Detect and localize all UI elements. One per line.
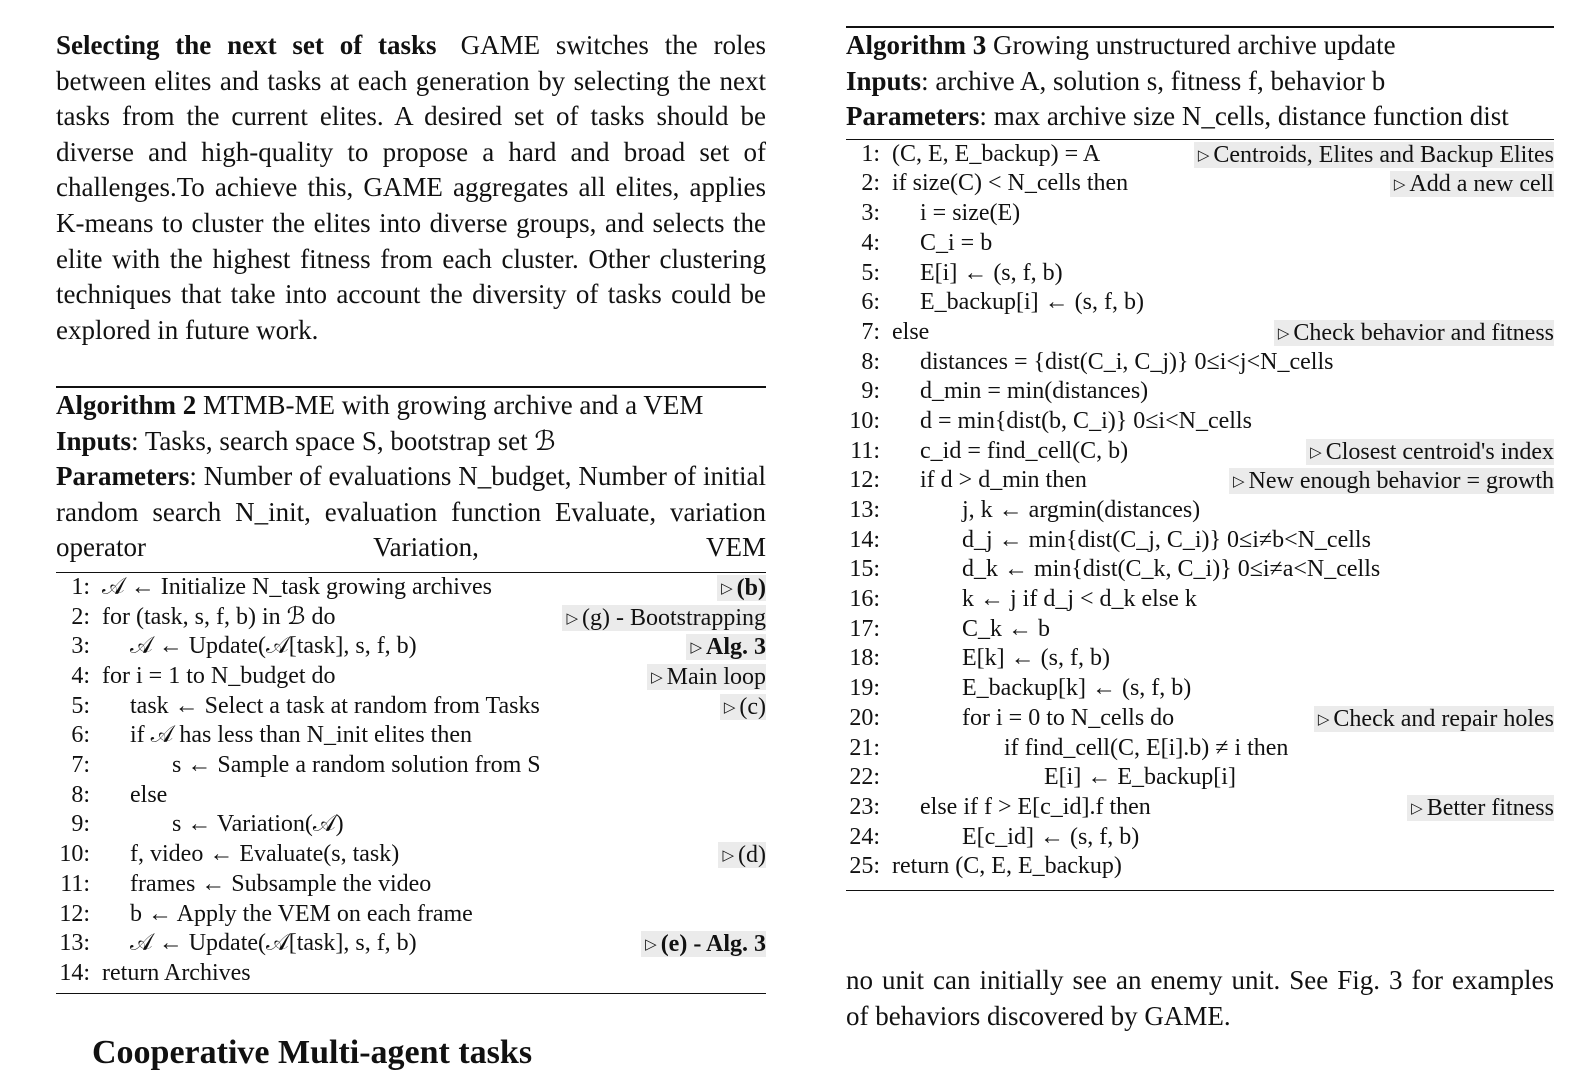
algo-line <box>846 199 1554 229</box>
line-number: 14: <box>59 959 90 986</box>
algo-title: Growing unstructured archive update <box>992 30 1396 60</box>
line-comment <box>1229 468 1554 494</box>
line-number: 11: <box>60 870 90 897</box>
algo-line <box>846 615 1554 645</box>
algo-line <box>846 466 1554 496</box>
algo-line <box>56 721 766 751</box>
line-comment <box>1306 439 1554 465</box>
algo-2-lines <box>56 573 766 989</box>
line-number: 14: <box>849 526 880 553</box>
line-code: if 𝒜 has less than N_init elites then <box>130 722 472 749</box>
tail-paragraph: no unit can initially see an enemy unit. See Fig. 3 for examples of behaviors discovered by GAME. <box>846 965 1554 1031</box>
algo-line <box>846 852 1554 882</box>
comment-text: Better fitness <box>1426 794 1554 821</box>
line-code: E[i] ← (s, f, b) <box>920 259 1063 286</box>
line-number: 10: <box>59 841 90 868</box>
line-code: C_k ← b <box>962 615 1051 642</box>
line-number: 7: <box>861 318 880 345</box>
algo-3-header: Algorithm 3 Growing unstructured archive update Inputs: archive A, solution s, fitness f, behavior b Parameters: max archive size N_cells, distance function dist <box>846 30 1509 132</box>
line-number: 22: <box>849 764 880 791</box>
algo-3-lines <box>846 140 1554 882</box>
line-code: frames ← Subsample the video <box>130 870 432 897</box>
line-number: 19: <box>849 675 880 702</box>
line-number: 5: <box>71 692 90 719</box>
line-code: return Archives <box>102 959 251 986</box>
line-code: d_k ← min{dist(C_k, C_i)} 0≤i≠a<N_cells <box>962 556 1381 583</box>
algorithm-3 <box>846 26 1554 891</box>
line-code: C_i = b <box>920 229 993 256</box>
line-number: 2: <box>861 170 880 197</box>
comment-text: (e) - Alg. 3 <box>660 931 766 958</box>
line-number: 12: <box>849 467 880 494</box>
algo-line <box>846 555 1554 585</box>
line-code: i = size(E) <box>920 200 1021 227</box>
line-code: d_min = min(distances) <box>920 378 1149 405</box>
comment-triangle-icon: ▷ <box>722 848 735 865</box>
comment-triangle-icon: ▷ <box>566 610 579 627</box>
line-code: 𝒜 ← Update(𝒜[task], s, f, b) <box>130 930 417 957</box>
line-number: 6: <box>71 722 90 749</box>
line-number: 11: <box>850 437 880 464</box>
line-number: 21: <box>849 734 880 761</box>
line-number: 4: <box>71 663 90 690</box>
line-comment <box>1314 706 1554 732</box>
comment-text: (b) <box>736 574 766 601</box>
algo-line <box>846 229 1554 259</box>
line-code: for i = 1 to N_budget do <box>102 663 336 690</box>
algo-line <box>846 644 1554 674</box>
paragraph-heading: Selecting the next set of tasks <box>56 30 437 60</box>
line-number: 17: <box>849 615 880 642</box>
paragraph-body: GAME switches the roles between elites and tasks at each generation by selecting the next tasks from the current elites. A desired set of tasks should be diverse and high-quality to propose a hard and broad set of challenges.To achieve this, GAME aggregates all elites, applies K-means to cluster the elites into diverse groups, and selects the elite with the highest fitness from each cluster. Other clustering techniques that take into account the diversity of tasks could be explored in future work. <box>56 30 766 345</box>
comment-triangle-icon: ▷ <box>721 580 733 597</box>
line-number: 6: <box>861 289 880 316</box>
line-comment <box>686 634 766 660</box>
algo-title: MTMB-ME with growing archive and a VEM <box>202 390 704 420</box>
inputs-label: Inputs <box>56 425 132 456</box>
algo-line <box>846 823 1554 853</box>
comment-text: Centroids, Elites and Backup Elites <box>1213 141 1554 168</box>
line-code: f, video ← Evaluate(s, task) <box>130 841 400 868</box>
line-code: d = min{dist(b, C_i)} 0≤i<N_cells <box>920 407 1252 434</box>
params-label: Parameters <box>56 461 190 492</box>
line-comment <box>1390 171 1554 197</box>
line-code: E_backup[i] ← (s, f, b) <box>920 289 1144 316</box>
comment-text: Closest centroid's index <box>1325 438 1554 465</box>
algo-line <box>56 870 766 900</box>
algo-line <box>56 959 766 989</box>
algo-line <box>846 734 1554 764</box>
inputs-label: Inputs <box>846 65 922 96</box>
algo-line <box>846 674 1554 704</box>
line-code: 𝒜 ← Initialize N_task growing archives <box>102 573 492 600</box>
line-number: 13: <box>849 497 880 524</box>
comment-text: Add a new cell <box>1409 171 1554 198</box>
line-number: 23: <box>849 793 880 820</box>
params-text: Number of evaluations N_budget, Number of initial random search N_init, evaluation function Evaluate, variation operator Variation, VEM <box>56 461 766 563</box>
comment-text: (d) <box>738 842 766 869</box>
algo-line <box>846 377 1554 407</box>
line-code: E[i] ← E_backup[i] <box>1044 764 1236 791</box>
line-code: task ← Select a task at random from Tasks <box>130 692 540 719</box>
comment-triangle-icon: ▷ <box>690 640 702 657</box>
line-code: else if f > E[c_id].f then <box>920 793 1151 820</box>
algo-bottom-rule <box>56 993 766 994</box>
comment-text: (c) <box>739 693 766 720</box>
line-comment <box>717 575 766 601</box>
line-code: k ← j if d_j < d_k else k <box>962 586 1197 613</box>
line-code: b ← Apply the VEM on each frame <box>130 900 473 927</box>
line-number: 13: <box>59 930 90 957</box>
comment-triangle-icon: ▷ <box>723 699 736 716</box>
comment-triangle-icon: ▷ <box>1197 147 1210 164</box>
algo-line <box>56 662 766 692</box>
line-code: distances = {dist(C_i, C_j)} 0≤i<j<N_cells <box>920 348 1334 375</box>
line-number: 9: <box>71 811 90 838</box>
algo-line <box>846 348 1554 378</box>
comment-triangle-icon: ▷ <box>1317 711 1330 728</box>
algo-label: Algorithm 3 <box>846 30 987 60</box>
comment-triangle-icon: ▷ <box>1232 474 1245 491</box>
algorithm-2 <box>56 386 766 994</box>
algo-2-header: Algorithm 2 MTMB-ME with growing archive and a VEM Inputs: Tasks, search space S, bootstrap set ℬ Parameters: Number of evaluations N_budget, Number of initial random search N_init, evaluation function Evaluate, variation operator Variation, VEM <box>56 390 766 563</box>
algo-line <box>846 793 1554 823</box>
algo-label: Algorithm 2 <box>56 390 197 420</box>
algo-bottom-rule <box>846 890 1554 891</box>
line-code: E[k] ← (s, f, b) <box>962 645 1110 672</box>
inputs-text: Tasks, search space S, bootstrap set ℬ <box>144 425 556 456</box>
algo-line <box>56 573 766 603</box>
comment-text: Alg. 3 <box>706 634 766 661</box>
algo-line <box>56 900 766 930</box>
comment-triangle-icon: ▷ <box>1310 444 1322 461</box>
line-number: 3: <box>861 200 880 227</box>
algo-line <box>846 259 1554 289</box>
algo-line <box>56 751 766 781</box>
line-number: 12: <box>59 900 90 927</box>
comment-triangle-icon: ▷ <box>1393 177 1406 194</box>
line-comment <box>1194 142 1554 168</box>
algo-line <box>846 407 1554 437</box>
line-comment <box>720 694 766 720</box>
algo-line <box>846 496 1554 526</box>
line-code: d_j ← min{dist(C_j, C_i)} 0≤i≠b<N_cells <box>962 526 1371 553</box>
comment-text: Check and repair holes <box>1333 705 1554 732</box>
line-number: 9: <box>861 378 880 405</box>
comment-text: Main loop <box>666 664 766 691</box>
line-number: 16: <box>849 586 880 613</box>
line-code: return (C, E, E_backup) <box>892 853 1122 880</box>
line-code: if d > d_min then <box>920 467 1087 494</box>
line-number: 7: <box>71 752 90 779</box>
line-number: 24: <box>849 823 880 850</box>
line-code: else <box>130 781 168 808</box>
algo-line <box>846 140 1554 170</box>
line-code: for i = 0 to N_cells do <box>962 704 1175 731</box>
algo-line <box>846 704 1554 734</box>
line-number: 15: <box>849 556 880 583</box>
params-label: Parameters <box>846 101 980 132</box>
line-code: 𝒜 ← Update(𝒜[task], s, f, b) <box>130 633 417 660</box>
comment-triangle-icon: ▷ <box>651 670 663 687</box>
algo-line <box>56 632 766 662</box>
line-number: 4: <box>861 229 880 256</box>
line-code: c_id = find_cell(C, b) <box>920 437 1129 464</box>
line-number: 18: <box>849 645 880 672</box>
comment-triangle-icon: ▷ <box>1277 325 1290 342</box>
line-number: 20: <box>849 704 880 731</box>
inputs-text: archive A, solution s, fitness f, behavior b <box>935 65 1386 96</box>
line-number: 2: <box>71 603 90 630</box>
algo-line <box>56 692 766 722</box>
line-comment <box>1407 795 1554 821</box>
comment-triangle-icon: ▷ <box>645 937 657 954</box>
algo-line <box>846 585 1554 615</box>
line-code: (C, E, E_backup) = A <box>892 140 1101 167</box>
cutoff-heading: Cooperative Multi-agent tasks <box>92 1034 533 1071</box>
line-comment <box>647 664 766 690</box>
algo-line <box>846 763 1554 793</box>
comment-triangle-icon: ▷ <box>1411 800 1423 817</box>
line-comment <box>641 931 766 957</box>
line-number: 25: <box>849 853 880 880</box>
algo-line <box>846 437 1554 467</box>
line-code: if find_cell(C, E[i].b) ≠ i then <box>1004 734 1289 761</box>
algo-line <box>56 840 766 870</box>
line-number: 10: <box>849 407 880 434</box>
algo-line <box>56 781 766 811</box>
line-number: 1: <box>71 573 90 600</box>
algo-line <box>846 526 1554 556</box>
comment-text: (g) - Bootstrapping <box>582 604 766 631</box>
line-number: 1: <box>861 140 880 167</box>
params-text: max archive size N_cells, distance function dist <box>993 101 1509 132</box>
algo-line <box>846 318 1554 348</box>
line-number: 3: <box>71 633 90 660</box>
line-comment <box>562 605 766 631</box>
comment-text: New enough behavior = growth <box>1248 468 1554 495</box>
line-number: 5: <box>861 259 880 286</box>
line-code: for (task, s, f, b) in ℬ do <box>102 603 336 630</box>
line-number: 8: <box>71 781 90 808</box>
algo-line <box>56 929 766 959</box>
algo-line <box>56 810 766 840</box>
section-paragraph <box>56 28 766 348</box>
algo-line <box>846 169 1554 199</box>
line-comment <box>718 842 766 868</box>
line-code: j, k ← argmin(distances) <box>962 497 1201 524</box>
line-number: 8: <box>861 348 880 375</box>
line-code: E_backup[k] ← (s, f, b) <box>962 675 1192 702</box>
line-comment <box>1274 320 1554 346</box>
line-code: s ← Variation(𝒜) <box>172 811 344 838</box>
line-code: E[c_id] ← (s, f, b) <box>962 823 1140 850</box>
algo-line <box>56 603 766 633</box>
line-code: s ← Sample a random solution from S <box>172 752 541 779</box>
comment-text: Check behavior and fitness <box>1293 319 1554 346</box>
algo-line <box>846 288 1554 318</box>
line-code: else <box>892 318 930 345</box>
line-code: if size(C) < N_cells then <box>892 170 1129 197</box>
